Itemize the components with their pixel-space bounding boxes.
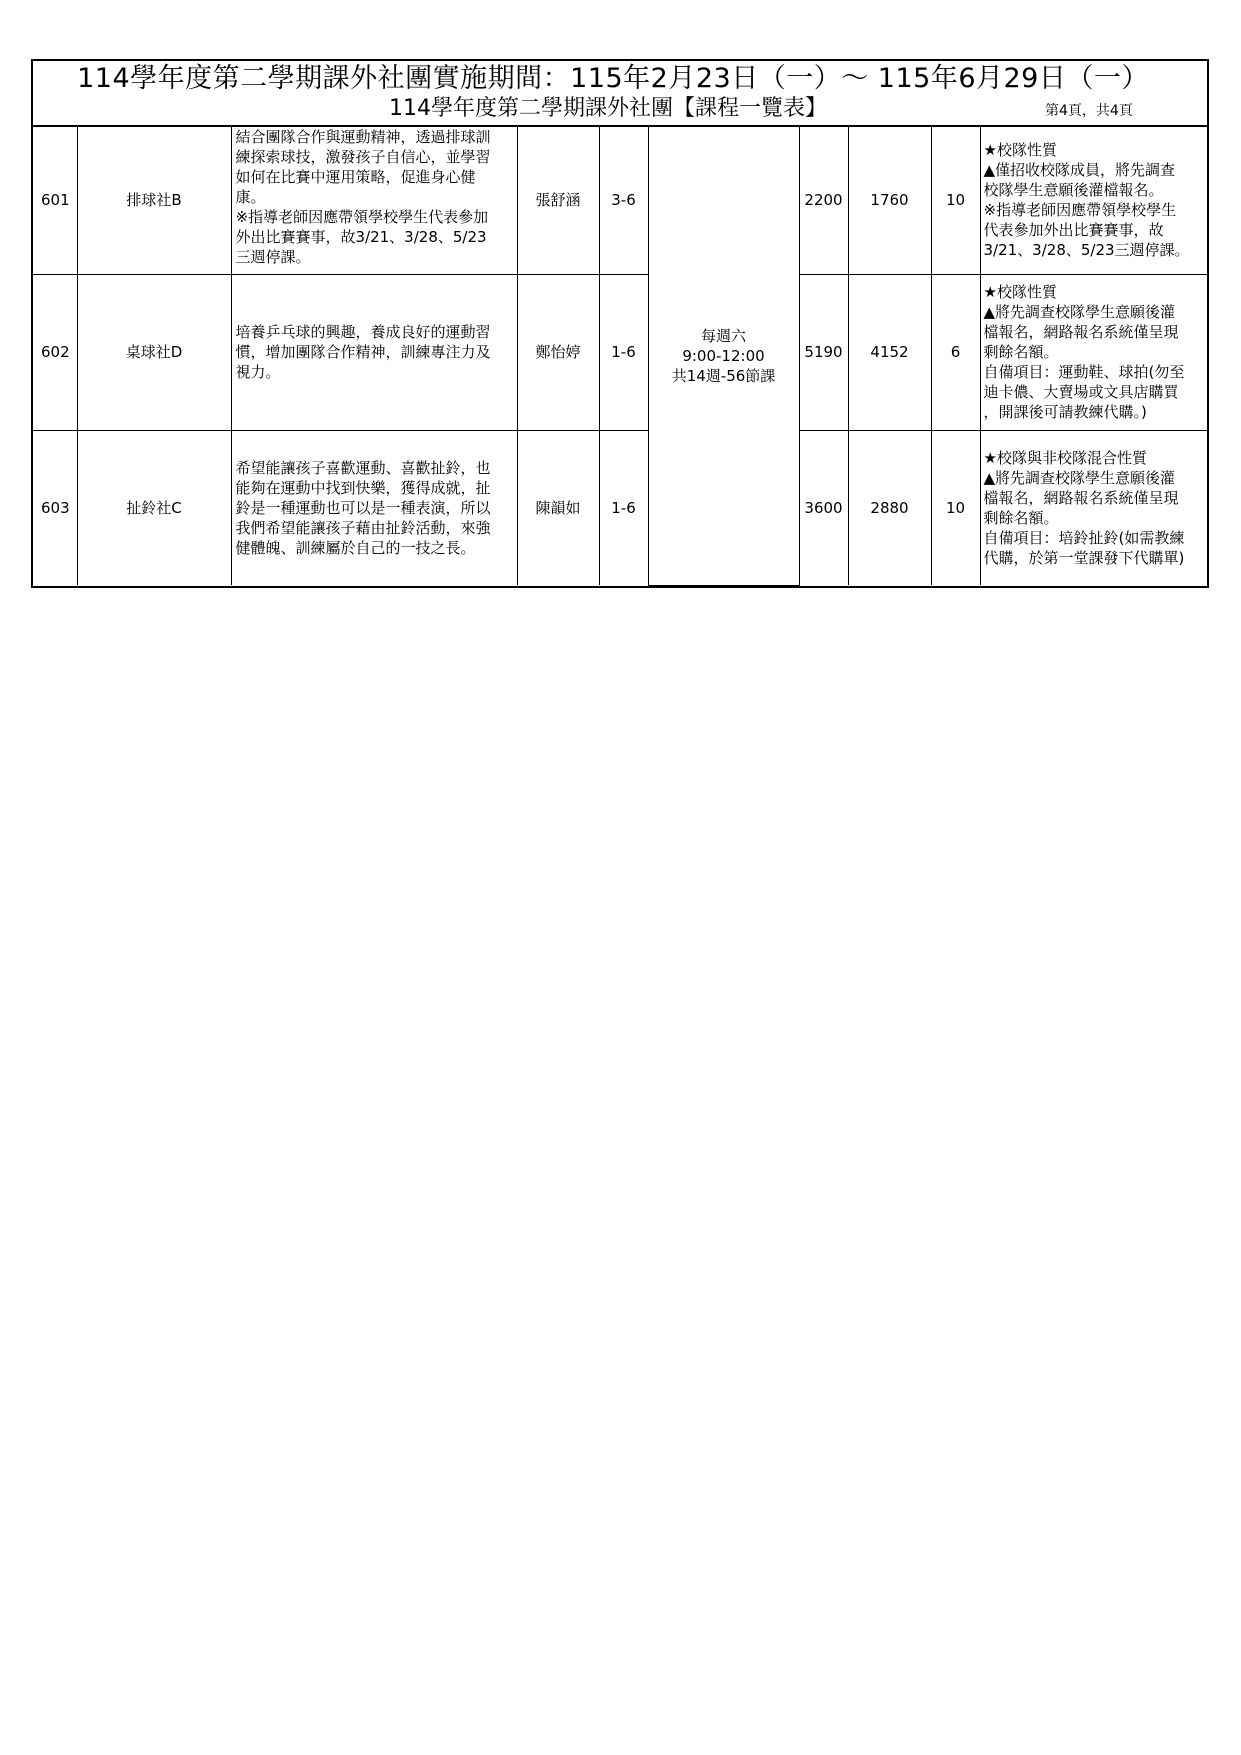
discount-fee: 1760 <box>848 127 931 274</box>
quota: 10 <box>931 127 980 274</box>
course-list-sheet <box>31 59 1209 588</box>
description-line: 希望能讓孩子喜歡運動、喜歡扯鈴，也 <box>235 458 491 477</box>
note-line: 3/21、3/28、5/23三週停課。 <box>983 241 1190 260</box>
description-line: 培養乒乓球的興趣，養成良好的運動習 <box>235 323 491 341</box>
note-line: 自備項目：運動鞋、球拍(勿至 <box>983 363 1185 381</box>
note-line: ★校隊與非校隊混合性質 <box>983 448 1147 467</box>
description-line: 鈴是一種運動也可以是一種表演，所以 <box>235 498 491 517</box>
note-line: ★校隊性質 <box>983 283 1057 301</box>
class-schedule <box>648 127 799 585</box>
course-note <box>980 430 1207 585</box>
grade-range: 1-6 <box>599 274 648 430</box>
note-line: 檔報名，網路報名系統僅呈現 <box>983 323 1179 341</box>
course-code: 602 <box>33 274 77 430</box>
note-line: ※指導老師因應帶領學校學生 <box>983 201 1177 220</box>
description-line: ※指導老師因應帶領學校學生代表參加 <box>235 208 489 226</box>
description-line: 慣，增加團隊合作精神，訓練專注力及 <box>235 343 491 361</box>
schedule-time: 9:00-12:00 <box>682 346 765 365</box>
table-row <box>33 274 1207 430</box>
discount-fee: 4152 <box>848 274 931 430</box>
course-fee: 2200 <box>799 127 848 274</box>
table-row <box>33 430 1207 585</box>
description-line: 康。 <box>235 188 266 206</box>
discount-fee: 2880 <box>848 430 931 585</box>
page-number: 第4頁，共4頁 <box>1045 103 1133 119</box>
course-description <box>231 127 517 274</box>
description-line: 練探索球技，激發孩子自信心，並學習 <box>235 148 491 166</box>
description-line: 健體魄、訓練屬於自己的一技之長。 <box>235 538 476 557</box>
description-line: 視力。 <box>235 363 281 381</box>
course-fee: 5190 <box>799 274 848 430</box>
note-line: ▲將先調查校隊學生意願後灌 <box>983 468 1176 487</box>
quota: 10 <box>931 430 980 585</box>
sheet-header <box>33 61 1207 127</box>
course-description <box>231 430 517 585</box>
note-line: 校隊學生意願後灌檔報名。 <box>983 181 1164 200</box>
table-row <box>33 127 1207 274</box>
note-line: 代購，於第一堂課發下代購單) <box>983 548 1185 567</box>
schedule-day: 每週六 <box>700 326 746 345</box>
course-fee: 3600 <box>799 430 848 585</box>
note-line: ▲僅招收校隊成員，將先調查 <box>983 161 1176 180</box>
note-line: ，開課後可請教練代購。) <box>983 403 1147 421</box>
description-line: 外出比賽賽事，故3/21、3/28、5/23 <box>235 228 487 246</box>
period-title: 114學年度第二學期課外社團實施期間：115年2月23日（一）～ 115年6月29日（一） <box>77 63 1149 94</box>
course-note <box>980 274 1207 430</box>
description-line: 能夠在運動中找到快樂，獲得成就，扯 <box>235 478 491 497</box>
teacher-name: 陳韻如 <box>517 430 599 585</box>
note-line: ▲將先調查校隊學生意願後灌 <box>983 303 1176 321</box>
course-description <box>231 274 517 430</box>
course-table <box>33 127 1207 586</box>
description-line: 我們希望能讓孩子藉由扯鈴活動，來強 <box>235 518 491 537</box>
note-line: 自備項目：培鈴扯鈴(如需教練 <box>983 528 1185 547</box>
quota: 6 <box>931 274 980 430</box>
course-name: 排球社B <box>77 127 231 274</box>
course-name: 扯鈴社C <box>77 430 231 585</box>
course-code: 601 <box>33 127 77 274</box>
description-line: 三週停課。 <box>235 248 311 266</box>
note-line: 剩餘名額。 <box>983 508 1059 527</box>
note-line: 迪卡儂、大賣場或文具店購買 <box>983 383 1179 401</box>
description-line: 如何在比賽中運用策略，促進身心健 <box>235 168 476 186</box>
grade-range: 3-6 <box>599 127 648 274</box>
note-line: ★校隊性質 <box>983 141 1057 160</box>
schedule-sessions: 共14週-56節課 <box>671 366 776 385</box>
course-code: 603 <box>33 430 77 585</box>
teacher-name: 張舒涵 <box>517 127 599 274</box>
description-line: 結合團隊合作與運動精神，透過排球訓 <box>235 128 491 146</box>
note-line: 代表參加外出比賽賽事，故 <box>983 221 1164 240</box>
course-list-title: 114學年度第二學期課外社團【課程一覽表】 <box>389 96 827 121</box>
course-name: 桌球社D <box>77 274 231 430</box>
grade-range: 1-6 <box>599 430 648 585</box>
note-line: 檔報名，網路報名系統僅呈現 <box>983 488 1179 507</box>
note-line: 剩餘名額。 <box>983 343 1059 361</box>
teacher-name: 鄭怡婷 <box>517 274 599 430</box>
course-note <box>980 127 1207 274</box>
